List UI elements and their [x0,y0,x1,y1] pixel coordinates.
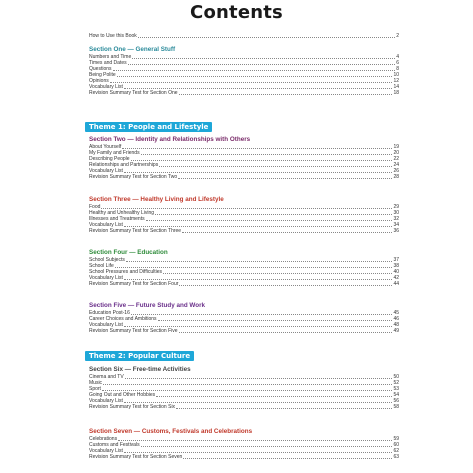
toc-entry-page: 56 [393,398,399,404]
dot-leader [118,440,392,441]
toc-entry-label: Describing People [89,156,130,162]
toc-entry-label: Career Choices and Ambitions [89,316,157,322]
dot-leader [124,172,393,173]
toc-entry-label: Customs and Festivals [89,442,140,448]
section-items [89,436,399,460]
section-heading[interactable]: Section Four — Education [89,249,168,256]
dot-leader [183,458,392,459]
section-heading[interactable]: Section Three — Healthy Living and Lifestyle [89,196,224,203]
toc-entry-page: 22 [393,156,399,162]
section-items [89,310,399,334]
toc-entry-label: Celebrations [89,436,118,442]
dot-leader [163,273,392,274]
toc-entry-page: 12 [393,78,399,84]
toc-entry-label: Times and Dates [89,60,127,66]
toc-section-seven [89,428,399,460]
dot-leader [176,408,392,409]
toc-entry-page: 20 [393,150,399,156]
dot-leader [128,64,396,65]
dot-leader [138,37,395,38]
toc-entry-page: 62 [393,448,399,454]
toc-entry-page: 44 [393,281,399,287]
toc-entry-page: 30 [393,210,399,216]
toc-entry-page: 8 [396,66,399,72]
dot-leader [124,279,393,280]
toc-entry-label: About Yourself [89,144,122,150]
toc-entry-label: Going Out and Other Hobbies [89,392,156,398]
toc-entry-page: 46 [393,316,399,322]
dot-leader [179,285,392,286]
dot-leader [141,154,393,155]
dot-leader [124,226,393,227]
toc-entry-label: School Pressures and Difficulties [89,269,162,275]
section-items [89,54,399,96]
toc-entry-label: Sport [89,386,101,392]
toc-entry-page: 24 [393,162,399,168]
toc-entry-label: My Family and Friends [89,150,140,156]
toc-entry[interactable] [89,454,399,460]
toc-section-two [89,136,399,180]
toc-entry[interactable] [89,404,399,410]
theme-banner: Theme 1: People and Lifestyle [85,122,212,132]
toc-entry-label: Vocabulary List [89,322,123,328]
section-items [89,257,399,287]
toc-entry-label: Relationships and Partnerships [89,162,159,168]
toc-entry-page: 6 [396,60,399,66]
dot-leader [178,178,392,179]
dot-leader [102,390,392,391]
toc-entry-label: Vocabulary List [89,448,123,454]
toc-entry-page: 10 [393,72,399,78]
toc-entry-label: Numbers and Time [89,54,132,60]
toc-entry-label: Vocabulary List [89,398,123,404]
dot-leader [124,402,393,403]
toc-entry-label: Being Polite [89,72,116,78]
toc-entry-label: Cinema and TV [89,374,124,380]
dot-leader [146,220,393,221]
dot-leader [179,332,393,333]
toc-entry-label: Revision Summary Test for Section Six [89,404,176,410]
dot-leader [159,166,392,167]
toc-entry-page: 32 [393,216,399,222]
toc-section-six [89,366,399,410]
toc-entry[interactable] [89,228,399,234]
toc-section-three [89,196,399,234]
dot-leader [155,214,392,215]
toc-section-one [89,46,399,96]
toc-entry-label: How to Use this Book [89,33,137,39]
dot-leader [125,378,393,379]
toc-entry-label: Vocabulary List [89,168,123,174]
dot-leader [158,320,393,321]
dot-leader [141,446,393,447]
toc-entry-label: Illnesses and Treatments [89,216,145,222]
dot-leader [103,384,392,385]
toc-entry-page: 38 [393,263,399,269]
dot-leader [124,326,393,327]
toc-entry-page: 40 [393,269,399,275]
toc-entry-page: 4 [396,54,399,60]
toc-entry-page: 59 [393,436,399,442]
toc-entry-label: School Life [89,263,114,269]
section-heading[interactable]: Section Seven — Customs, Festivals and Celebrations [89,428,253,435]
toc-entry-label: Opinions [89,78,109,84]
section-heading[interactable]: Section Five — Future Study and Work [89,302,206,309]
toc-entry-page: 50 [393,374,399,380]
dot-leader [124,452,393,453]
theme-banner: Theme 2: Popular Culture [85,351,194,361]
toc-entry-label: Revision Summary Test for Section Seven [89,454,183,460]
toc-entry-page: 60 [393,442,399,448]
section-heading[interactable]: Section Two — Identity and Relationships with Others [89,136,251,143]
toc-entry-page: 63 [393,454,399,460]
toc-entry-label: Revision Summary Test for Section Three [89,228,182,234]
toc-entry[interactable] [89,174,399,180]
section-items [89,374,399,410]
dot-leader [113,70,396,71]
toc-entry-page: 2 [396,33,399,39]
toc-block-intro [89,33,399,39]
toc-entry-page: 49 [393,328,399,334]
dot-leader [126,261,393,262]
toc-entry-label: Vocabulary List [89,275,123,281]
toc-entry-page: 26 [393,168,399,174]
dot-leader [124,88,393,89]
dot-leader [117,76,393,77]
toc-section-five [89,302,399,334]
toc-entry-label: School Subjects [89,257,125,263]
toc-entry[interactable] [89,33,399,39]
toc-entry-label: Healthy and Unhealthy Living [89,210,155,216]
dot-leader [122,148,392,149]
toc-entry-label: Music [89,380,103,386]
toc-entry[interactable] [89,281,399,287]
toc-entry-label: Vocabulary List [89,222,123,228]
toc-entry-page: 37 [393,257,399,263]
dot-leader [131,160,393,161]
section-heading[interactable]: Section One — General Stuff [89,46,176,53]
toc-entry-page: 18 [393,90,399,96]
dot-leader [110,82,393,83]
section-items [89,204,399,234]
toc-entry-page: 42 [393,275,399,281]
toc-entry-label: Revision Summary Test for Section Two [89,174,178,180]
toc-entry-label: Vocabulary List [89,84,123,90]
toc-entry-page: 28 [393,174,399,180]
toc-entry-label: Food [89,204,101,210]
toc-entry[interactable] [89,328,399,334]
section-items [89,144,399,180]
toc-entry-page: 29 [393,204,399,210]
dot-leader [179,94,393,95]
toc-entry-page: 19 [393,144,399,150]
dot-leader [115,267,393,268]
toc-entry-label: Education Post-16 [89,310,130,316]
toc-entry-label: Questions [89,66,112,72]
toc-entry-page: 48 [393,322,399,328]
dot-leader [101,208,392,209]
dot-leader [156,396,392,397]
toc-entry[interactable] [89,90,399,96]
toc-entry-page: 34 [393,222,399,228]
toc-entry-page: 45 [393,310,399,316]
toc-entry-page: 54 [393,392,399,398]
toc-entry-page: 52 [393,380,399,386]
toc-entry-page: 36 [393,228,399,234]
dot-leader [182,232,392,233]
page-title: Contents [190,2,283,23]
toc-entry-label: Revision Summary Test for Section Four [89,281,179,287]
dot-leader [132,58,395,59]
toc-entry-page: 14 [393,84,399,90]
section-heading[interactable]: Section Six — Free-time Activities [89,366,191,373]
toc-entry-label: Revision Summary Test for Section One [89,90,178,96]
toc-entry-label: Revision Summary Test for Section Five [89,328,178,334]
dot-leader [131,314,393,315]
toc-entry-page: 53 [393,386,399,392]
toc-section-four [89,249,399,287]
toc-entry-page: 58 [393,404,399,410]
